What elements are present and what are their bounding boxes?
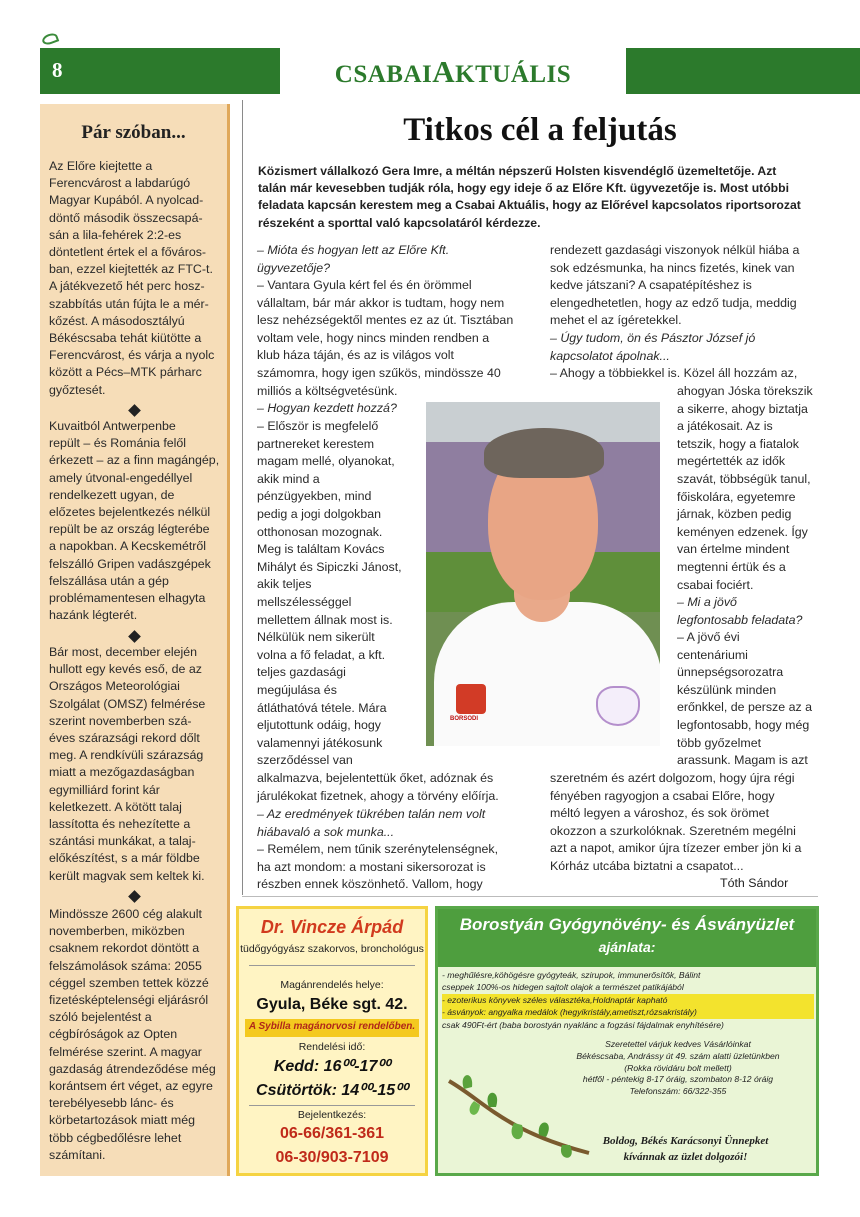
interview-answer: ahogyan Jóska törekszik a sikerre, ahogy biztatja a játékosait. Az is tetszik, hogy a fiatalok megértették az idők szavát, többségük tanul, főiskolára, egyetemre járnak, közben pedig keményen edzenek. Így van értelme mindent megtenni értük és a csabai fociért.	[677, 384, 813, 592]
masthead-title	[280, 54, 626, 90]
interview-answer: szeretném és azért dolgozom, hogy újra régi fényében ragyogjon a csabai Előre, hogy méltó legyen a városhoz, és sok örömet okozzon a szurkolóknak. Szeretném megélni azt a napot, amikor újra tízezer ember jön ki a Kórház utcába biztatni a csapatot...	[550, 771, 802, 873]
interview-photo	[426, 402, 660, 746]
sidebar-paragraph: Az Előre kiejtette a Ferencvárost a labdarúgó Magyar Kupából. A nyolcad- döntő második összecsapá- sán a lila-fehérek 2:2-es döntetlent értek el a főváros- ban, ezzel kiejtették az FTC-t. A játékvezető hét perc hosz- szabbítás után fújta le a mér- kőzést. A másodosztályú Békéscsaba tehát kiütötte a Ferencvárost, és várja a nyolc között a Pécs–MTK párharc győztesét.	[49, 159, 215, 397]
article-lead: Közismert vállalkozó Gera Imre, a méltán népszerű Holsten kisvendéglő üzemeltetője. Azt talán már kevesebben tudják róla, hogy egy ideje ő az Előre Kft. ügyvezetője is. Most utóbbi feladata kapcsán kerestem meg a Csabai Aktuális, hogy az Előrével kapcsolatos riportsorozat részeként a sporttal való kapcsolatáról kérdezze.	[258, 164, 801, 230]
interview-answer: – Vantara Gyula kért fel és én örömmel vállaltam, bár már akkor is tudtam, hogy nem lesz nehézségektől mentes ez az út. Tisztában voltam vele, hogy nincs minden rendben a klub háza táján, és az is világos volt számomra, hogy igen szűkös, mindössze 40 milliós a költségvetésünk.	[257, 278, 514, 398]
interview-answer: alkalmazva, bejelentettük őket, adóznak és járulékokat fizetnek, ahogy a törvény előírja.	[257, 771, 499, 803]
masthead-part1: CSABAI	[334, 61, 433, 88]
club-crest-icon	[596, 686, 640, 726]
sidebar-paragraph: Kuvaitból Antwerpenbe repült – és Románia felől érkezett – az a finn magángép, amely útvonal-engedéllyel rendelkezett ugyan, de előzetes bejelentkezés nélkül repült be az ország légterébe a napokban. A Kecskemétről felszálló Gripen vadászgépek felszállása után a gép problémamentesen elhagyta hazánk légterét.	[49, 419, 220, 623]
masthead-part2: A	[432, 54, 456, 89]
interview-answer: – Ahogy a többiekkel is. Közel áll hozzám az,	[550, 366, 798, 380]
hours-thursday: Csütörtök: 14⁰⁰-15⁰⁰	[256, 1082, 408, 1099]
shop-title: Borostyán Gyógynövény- és Ásványüzlet	[459, 915, 795, 934]
shop-offer-item: cseppek 100%-os hidegen sajtolt olajok a természet patikájából	[442, 982, 684, 993]
office-address: Gyula, Béke sgt. 42.	[256, 996, 408, 1013]
shop-ad	[435, 906, 819, 1176]
interview-answer: – Először is megfelelő partnereket kerestem magam mellé, olyanokat, akik mind a pénzügyekben, mind pedig a jogi dolgokban otthonosan mozognak. Meg is találtam Kovács Mihályt és Sipiczki Jánost, akik teljes mellszélességgel mellettem állnak most is. Nélkülük nem sikerült volna a fő feladat, a kft. teljes gazdasági megújulása és átláthatóvá tétele. Mára eljutottunk odáig, hogy valamennyi játékosunk szerződéssel van	[257, 419, 402, 768]
article-signature: Tóth Sándor	[720, 876, 789, 890]
news-sidebar	[40, 104, 230, 1176]
shop-greeting: Boldog, Békés Karácsonyi Ünnepket kívánnak az üzlet dolgozói!	[602, 1135, 769, 1163]
article-divider	[242, 100, 243, 895]
interview-question: – Mi a jövő legfontosabb feladata?	[677, 595, 803, 627]
shop-contact: Szeretettel várjuk kedves Vásárlóinkat Békéscsaba, Andrássy út 49. szám alatti üzletünkben (Rokka rövidáru bolt mellett) hétfől - péntekig 8-17 óráig, szombaton 8-12 óráig Telefonszám: 66/322-355	[576, 1039, 780, 1097]
masthead-part3: KTUÁLIS	[455, 61, 572, 88]
logo-leaf-icon	[41, 32, 59, 47]
hours-tuesday: Kedd: 16⁰⁰-17⁰⁰	[273, 1058, 391, 1075]
diamond-separator-icon	[128, 890, 141, 903]
diamond-separator-icon	[128, 630, 141, 643]
masthead-panel	[280, 48, 626, 94]
article-bottom-rule	[242, 896, 818, 897]
sidebar-paragraph: Mindössze 2600 cég alakult novemberben, miközben csaknem rekordot döntött a felszámolások száma: 2055 céggel szemben tettek közzé fizetésképtelenségi eljárásról szóló bejelentést a cégbíróságok az Opten felmérése szerint. A magyar gazdaság átrendeződése még korántsem ért véget, az egyre terebélyesebb lánc- és körbetartozások miatt még több cégbedőlésre lehet számítani.	[49, 907, 216, 1162]
office-name: A Sybilla magánorvosi rendelőben.	[248, 1021, 416, 1032]
interview-question: – Mióta és hogyan lett az Előre Kft. ügyvezetője?	[257, 243, 450, 275]
shop-offer-item: csak 490Ft-ért (baba borostyán nyaklánc a fogzási fájdalmak enyhítésére)	[442, 1019, 724, 1030]
booking-label: Bejelentkezés:	[297, 1109, 367, 1121]
doctor-specialty: tüdőgyógyász szakorvos, bronchológus	[240, 943, 424, 955]
shop-offer-item: - meghűlésre,köhögésre gyógyteák, szirupok, immunerősítők, Bálint	[442, 970, 701, 980]
doctor-ad	[236, 906, 428, 1176]
interview-question: – Úgy tudom, ön és Pásztor József jó kapcsolatot ápolnak...	[550, 331, 756, 363]
shop-offer-item: - ásványok: angyalka medálok (hegyikristály,ametiszt,rózsakristály)	[442, 1006, 814, 1018]
shop-subtitle: ajánlata:	[598, 939, 656, 955]
article-title: Titkos cél a feljutás	[403, 112, 677, 148]
shop-offer-list	[442, 969, 814, 1031]
phone-number: 06-30/903-7109	[275, 1149, 389, 1166]
hours-label: Rendelési idő:	[298, 1041, 366, 1053]
shirt-sponsor-logo	[450, 684, 486, 722]
interview-answer: rendezett gazdasági viszonyok nélkül hiába a sok edzésmunka, ha nincs fizetés, kinek van kedve játszani? A csapatépítéshez is elengedhetetlen, hogy az edző tudja, meddig mehet el az ígéretekkel.	[550, 243, 800, 328]
page-number: 8	[52, 58, 63, 82]
interview-answer: – Remélem, nem tűnik szerénytelenségnek, ha azt mondom: a mostani sikersorozat is részben ennek köszönhető. Vallom, hogy	[257, 842, 499, 892]
shop-offer-item: - ezoterikus könyvek széles választéka,Holdnaptár kapható	[442, 994, 814, 1006]
shirt-sponsor-text: BORSODI	[450, 716, 479, 722]
ad-divider	[249, 1105, 415, 1106]
sidebar-title: Pár szóban...	[81, 122, 186, 143]
interview-question: – Hogyan kezdett hozzá?	[257, 401, 397, 415]
diamond-separator-icon	[128, 404, 141, 417]
ad-divider	[249, 965, 415, 966]
phone-number: 06-66/361-361	[279, 1125, 385, 1142]
photo-hair	[484, 428, 604, 478]
interview-question: – Az eredmények tükrében talán nem volt hiábavaló a sok munka...	[257, 807, 486, 839]
sidebar-paragraph: Bár most, december elején hullott egy kevés eső, de az Országos Meteorológiai Szolgálat (OMSZ) felmérése szerint novemberben szá- éves szárazsági rekord dőlt meg. A rendkívüli szárazság miatt a mezőgazdaságban egymilliárd forint kár keletkezett. A kötött talaj lassította és nehezítette a szántási munkákat, a talaj- előkészítést, s a már földbe került magvak sem keltek ki.	[49, 645, 206, 883]
office-label: Magánrendelés helye:	[280, 979, 384, 991]
interview-answer: – A jövő évi centenáriumi ünnepségsorozatra készülünk minden erőnkkel, de persze az a legfontosabb, hogy még több győzelmet arassunk. Magam is azt	[677, 630, 812, 768]
shop-ad-header	[438, 909, 816, 967]
doctor-name: Dr. Vincze Árpád	[260, 917, 404, 937]
page-header	[40, 48, 860, 94]
